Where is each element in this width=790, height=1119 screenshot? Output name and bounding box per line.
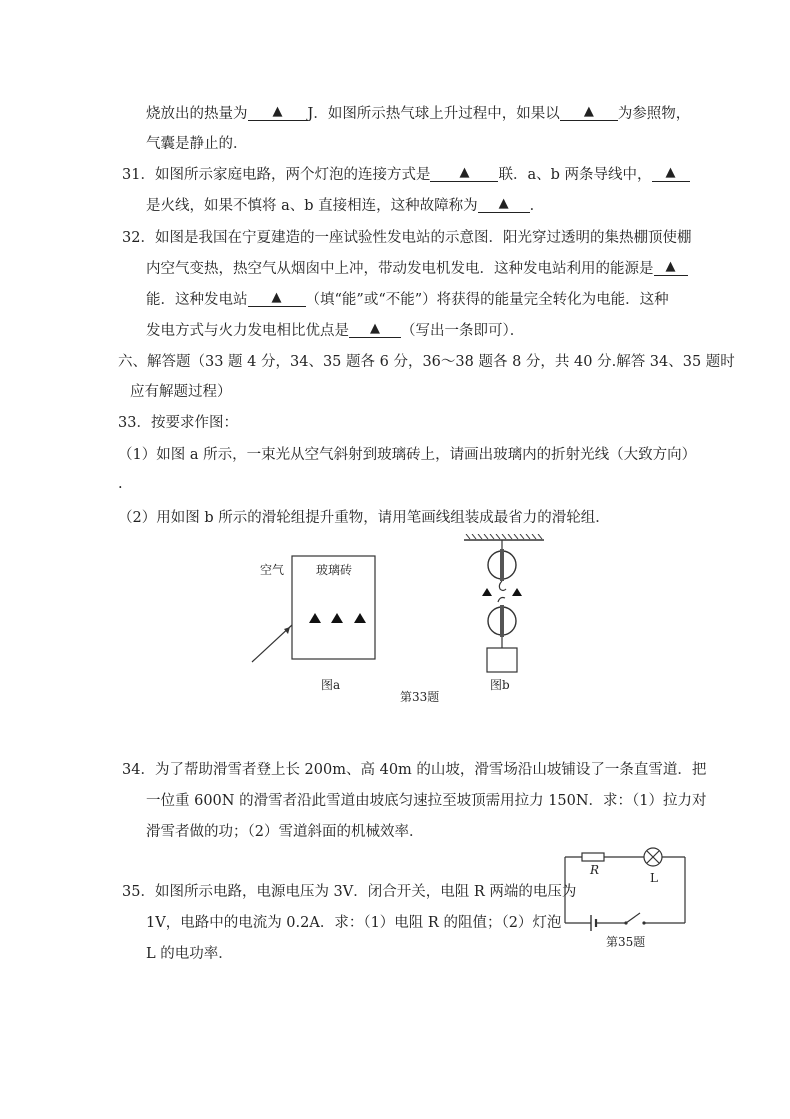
triangle-marker-icon [309, 613, 321, 623]
q32-line1: 32．如图是我国在宁夏建造的一座试验性发电站的示意图．阳光穿过透明的集热棚顶使棚 [122, 230, 692, 246]
answer-blank[interactable] [430, 165, 498, 182]
q33-title: 33．按要求作图： [118, 415, 238, 431]
resistor-label: R [590, 863, 600, 877]
q33-part2: （2）用如图 b 所示的滑轮组提升重物，请用笔画线组装成最省力的滑轮组． [118, 510, 610, 526]
q32-line4: 发电方式与火力发电相比优点是 ▲ （写出一条即可）． [146, 321, 525, 339]
q32-line3: 能．这种发电站 ▲ （填“能”或“不能”）将获得的能量完全转化为电能．这种 [146, 290, 669, 308]
triangle-marker-icon: ▲ [271, 290, 282, 305]
q31-line2: 是火线，如果不慎将 a、b 直接相连，这种故障称为 ▲ ． [146, 196, 545, 214]
triangle-marker-icon [512, 588, 522, 596]
triangle-marker-icon [331, 613, 343, 623]
q33-part1: （1）如图 a 所示，一束光从空气斜射到玻璃砖上，请画出玻璃内的折射光线（大致方向） [118, 447, 697, 463]
triangle-marker-icon [354, 613, 366, 623]
q32-line2: 内空气变热，热空气从烟囱中上冲，带动发电机发电．这种发电站利用的能源是 ▲ [146, 259, 688, 279]
q35-line2: 1V，电路中的电流为 0.2A．求：（1）电阻 R 的阻值；（2）灯泡 [146, 915, 562, 931]
triangle-marker-icon: ▲ [498, 196, 509, 211]
triangle-marker-icon: ▲ [272, 104, 283, 119]
figure-a-caption: 图a [321, 678, 341, 692]
figure-a-glass-label: 玻璃砖 [316, 563, 353, 577]
section6-heading: 六、解答题（33 题 4 分，34、35 题各 6 分，36～38 题各 8 分，共 40 分.解答 34、35 题时 [118, 354, 735, 370]
q34-line3: 滑雪者做的功；（2）雪道斜面的机械效率． [146, 824, 424, 840]
figure-a-air-label: 空气 [260, 563, 285, 577]
triangle-marker-icon: ▲ [665, 259, 676, 274]
triangle-marker-icon [482, 588, 492, 596]
resistor-icon [582, 853, 604, 861]
lamp-label: L [650, 871, 658, 885]
q30-line2: 气囊是静止的． [146, 136, 248, 152]
triangle-marker-icon: ▲ [370, 321, 380, 336]
answer-blank[interactable] [248, 290, 306, 307]
answer-blank[interactable] [478, 196, 530, 213]
switch-icon [626, 913, 640, 923]
answer-blank[interactable] [248, 104, 308, 121]
q30-line1: 烧放出的热量为 ▲ J．如图所示热气球上升过程中，如果以 ▲ 为参照物， [146, 104, 691, 122]
q35-line3: L 的电功率． [146, 946, 233, 962]
q34-line1: 34．为了帮助滑雪者登上长 200m、高 40m 的山坡，滑雪场沿山坡铺设了一条直雪道．把 [122, 762, 707, 778]
answer-blank[interactable] [654, 259, 688, 276]
answer-blank[interactable] [652, 165, 690, 182]
triangle-marker-icon: ▲ [583, 104, 594, 119]
q33-part1-end: . [118, 476, 123, 492]
q33-figure-caption: 第33题 [400, 690, 440, 704]
answer-blank[interactable] [349, 321, 401, 338]
figure-q35-circuit [555, 847, 695, 932]
q35-line1: 35．如图所示电路，电源电压为 3V．闭合开关，电阻 R 两端的电压为 [122, 884, 577, 900]
q34-line2: 一位重 600N 的滑雪者沿此雪道由坡底匀速拉至坡顶需用拉力 150N．求：（1）拉力对 [146, 793, 707, 809]
q31-line1: 31．如图所示家庭电路，两个灯泡的连接方式是 ▲ 联．a、b 两条导线中， ▲ [122, 165, 690, 185]
answer-blank[interactable] [560, 104, 618, 121]
figure-b-pulley [460, 534, 550, 674]
figure-b-caption: 图b [490, 678, 510, 692]
q35-figure-caption: 第35题 [606, 935, 646, 949]
section6-heading-cont: 应有解题过程） [130, 384, 232, 400]
triangle-marker-icon: ▲ [459, 165, 470, 180]
triangle-marker-icon: ▲ [665, 165, 676, 180]
